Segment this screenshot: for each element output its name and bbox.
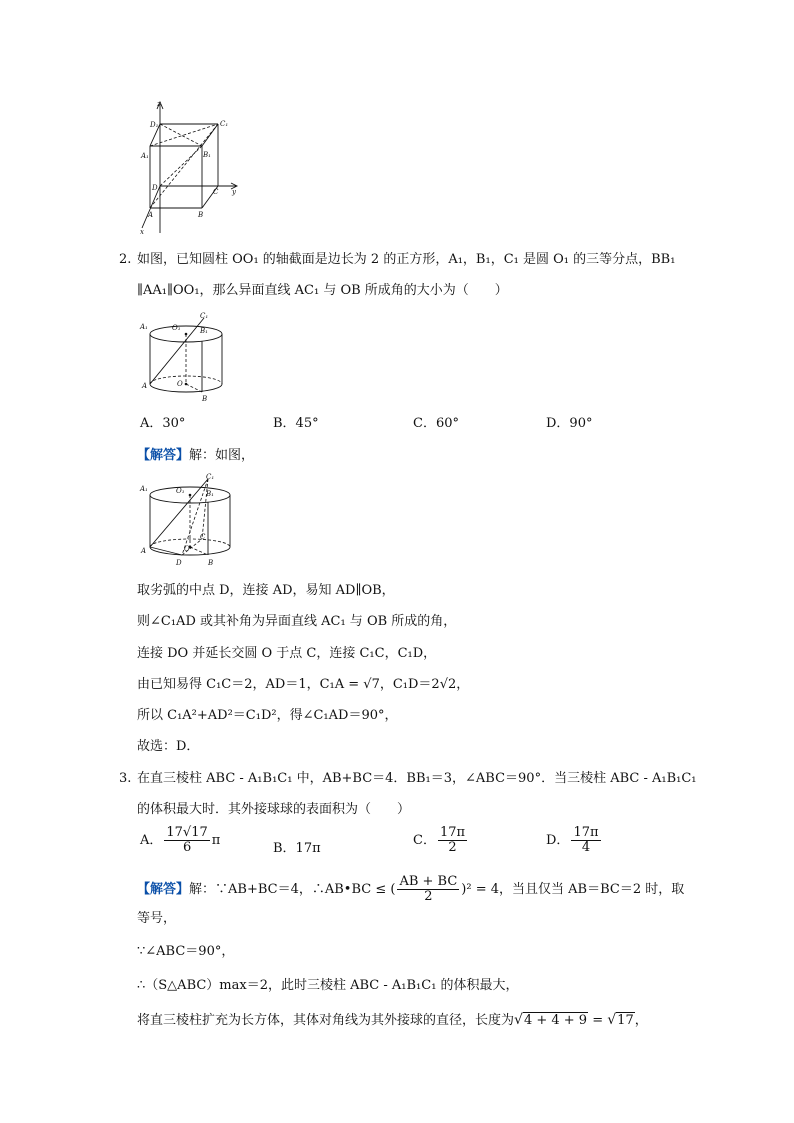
cyl1-label-a: A bbox=[142, 382, 148, 390]
q2-option-a: A．30° bbox=[140, 416, 186, 431]
cube-label-d1: D₁ bbox=[150, 121, 159, 129]
q2-solution-line6: 故选：D． bbox=[137, 739, 200, 754]
cyl1-label-a1: A₁ bbox=[140, 323, 148, 331]
q3-solution-fraction-denominator: 2 bbox=[424, 889, 433, 904]
q3-option-b: B．17π bbox=[273, 841, 321, 856]
q3-number: 3. bbox=[119, 771, 132, 786]
cyl1-label-b1: B₁ bbox=[200, 327, 208, 335]
sqrt-symbol: √ bbox=[514, 1012, 523, 1028]
q3-option-a-fraction bbox=[164, 826, 209, 855]
cyl2-label-d: D bbox=[176, 559, 182, 567]
q3-solution-line1 bbox=[137, 875, 684, 904]
q3-solution-line5 bbox=[137, 1011, 648, 1030]
q3-option-d-label: D． bbox=[546, 833, 570, 848]
q3-solution-fraction-numerator: AB + BC bbox=[399, 874, 458, 889]
q2-solution-line1: 取劣弧的中点 D，连接 AD，易知 AD∥OB， bbox=[137, 583, 395, 598]
q3-solution-line5-end: ， bbox=[634, 1013, 648, 1028]
sqrt-symbol-2: √ bbox=[607, 1012, 617, 1028]
q3-solution-radicand: 4 + 4 + 9 bbox=[523, 1013, 588, 1028]
cube-label-a1: A₁ bbox=[141, 152, 149, 160]
q2-answer-header bbox=[137, 447, 254, 465]
q3-option-a bbox=[140, 826, 220, 855]
cube-label-c1: C₁ bbox=[220, 120, 229, 128]
q2-option-d: D．90° bbox=[546, 416, 593, 431]
q3-solution-fraction bbox=[397, 875, 459, 904]
q3-answer-tag: 【解答】 bbox=[137, 882, 190, 897]
q3-solution-line2: 等号， bbox=[137, 911, 177, 926]
cyl1-label-o: O bbox=[177, 380, 183, 388]
q3-solution-line3: ∵∠ABC＝90°， bbox=[137, 944, 235, 959]
q3-solution-line4: ∴（S△ABC）max＝2，此时三棱柱 ABC - A₁B₁C₁ 的体积最大， bbox=[137, 978, 519, 993]
q3-option-c-denominator: 2 bbox=[448, 840, 457, 855]
cyl2-label-o: O bbox=[184, 545, 190, 553]
cube-label-a: A bbox=[148, 211, 154, 219]
q3-option-a-numerator: 17√17 bbox=[166, 825, 208, 840]
cyl2-label-o1: O₁ bbox=[176, 487, 185, 495]
q3-option-a-label: A． bbox=[140, 833, 163, 848]
q3-stem-line2: 的体积最大时．其外接球球的表面积为（ ） bbox=[137, 802, 411, 817]
q3-solution-line1-b: )² = 4，当且仅当 AB＝BC＝2 时，取 bbox=[461, 882, 685, 897]
q3-option-a-tail: π bbox=[211, 833, 221, 848]
q3-option-a-denominator: 6 bbox=[182, 840, 192, 855]
q3-option-d-numerator: 17π bbox=[573, 825, 599, 840]
q3-solution-radicand-2: 17 bbox=[617, 1013, 634, 1028]
q3-option-d-denominator: 4 bbox=[581, 840, 591, 855]
q3-solution-line1-a: 解：∵AB+BC＝4，∴AB•BC ≤ ( bbox=[189, 882, 396, 897]
cube-label-y: y bbox=[232, 188, 236, 196]
cube-label-c: C bbox=[213, 188, 219, 196]
q3-option-c-numerator: 17π bbox=[439, 825, 466, 840]
q3-option-c bbox=[413, 826, 469, 855]
cube-label-z: z bbox=[157, 100, 161, 108]
q2-solution-line2: 则∠C₁AD 或其补角为异面直线 AC₁ 与 OB 所成的角， bbox=[137, 614, 457, 629]
cube-label-d: D bbox=[152, 184, 158, 192]
cube-label-x: x bbox=[140, 228, 144, 236]
cube-label-b: B bbox=[198, 211, 204, 219]
cyl2-label-a: A bbox=[141, 547, 147, 555]
q2-answer-tag: 【解答】 bbox=[137, 448, 190, 463]
cyl2-label-b: B bbox=[208, 559, 214, 567]
cube-label-b1: B₁ bbox=[203, 151, 211, 159]
q2-solution-line3: 连接 DO 并延长交圆 O 于点 C，连接 C₁C，C₁D， bbox=[137, 646, 437, 661]
cyl1-label-b: B bbox=[202, 395, 208, 403]
q3-stem-line1: 在直三棱柱 ABC - A₁B₁C₁ 中，AB+BC＝4．BB₁＝3，∠ABC＝90°．当三棱柱 ABC - A₁B₁C₁ bbox=[137, 771, 697, 786]
q2-answer-intro: 解：如图， bbox=[189, 448, 255, 463]
cylinder-solution-figure bbox=[138, 473, 248, 569]
cylinder-figure bbox=[138, 312, 234, 404]
cyl1-label-c1: C₁ bbox=[200, 312, 209, 320]
q2-number: 2. bbox=[119, 252, 132, 267]
cyl2-label-b1: B₁ bbox=[206, 490, 214, 498]
cyl2-label-c: C bbox=[200, 533, 206, 541]
cyl2-label-a1: A₁ bbox=[140, 485, 148, 493]
q3-option-d-fraction bbox=[571, 826, 600, 855]
cyl1-label-o1: O₁ bbox=[172, 324, 181, 332]
q3-option-d bbox=[546, 826, 603, 855]
cube-figure bbox=[136, 98, 246, 236]
cyl2-label-c1: C₁ bbox=[206, 473, 215, 481]
q2-stem-line2: ∥AA₁∥OO₁，那么异面直线 AC₁ 与 OB 所成角的大小为（ ） bbox=[137, 283, 508, 298]
q2-stem-line1: 如图，已知圆柱 OO₁ 的轴截面是边长为 2 的正方形，A₁，B₁，C₁ 是圆 O₁ 的三等分点，BB₁ bbox=[137, 252, 676, 267]
q3-option-c-label: C． bbox=[413, 833, 436, 848]
q3-option-c-fraction bbox=[438, 826, 467, 855]
q3-solution-equals: = bbox=[588, 1013, 608, 1028]
q2-option-b: B．45° bbox=[273, 416, 319, 431]
q2-solution-line5: 所以 C₁A²+AD²＝C₁D²，得∠C₁AD＝90°， bbox=[137, 708, 398, 723]
q2-option-c: C．60° bbox=[413, 416, 459, 431]
q3-solution-line5-a: 将直三棱柱扩充为长方体，其体对角线为其外接球的直径，长度为 bbox=[137, 1013, 515, 1028]
q2-solution-line4: 由已知易得 C₁C＝2，AD＝1，C₁A = √7，C₁D＝2√2， bbox=[137, 677, 470, 692]
